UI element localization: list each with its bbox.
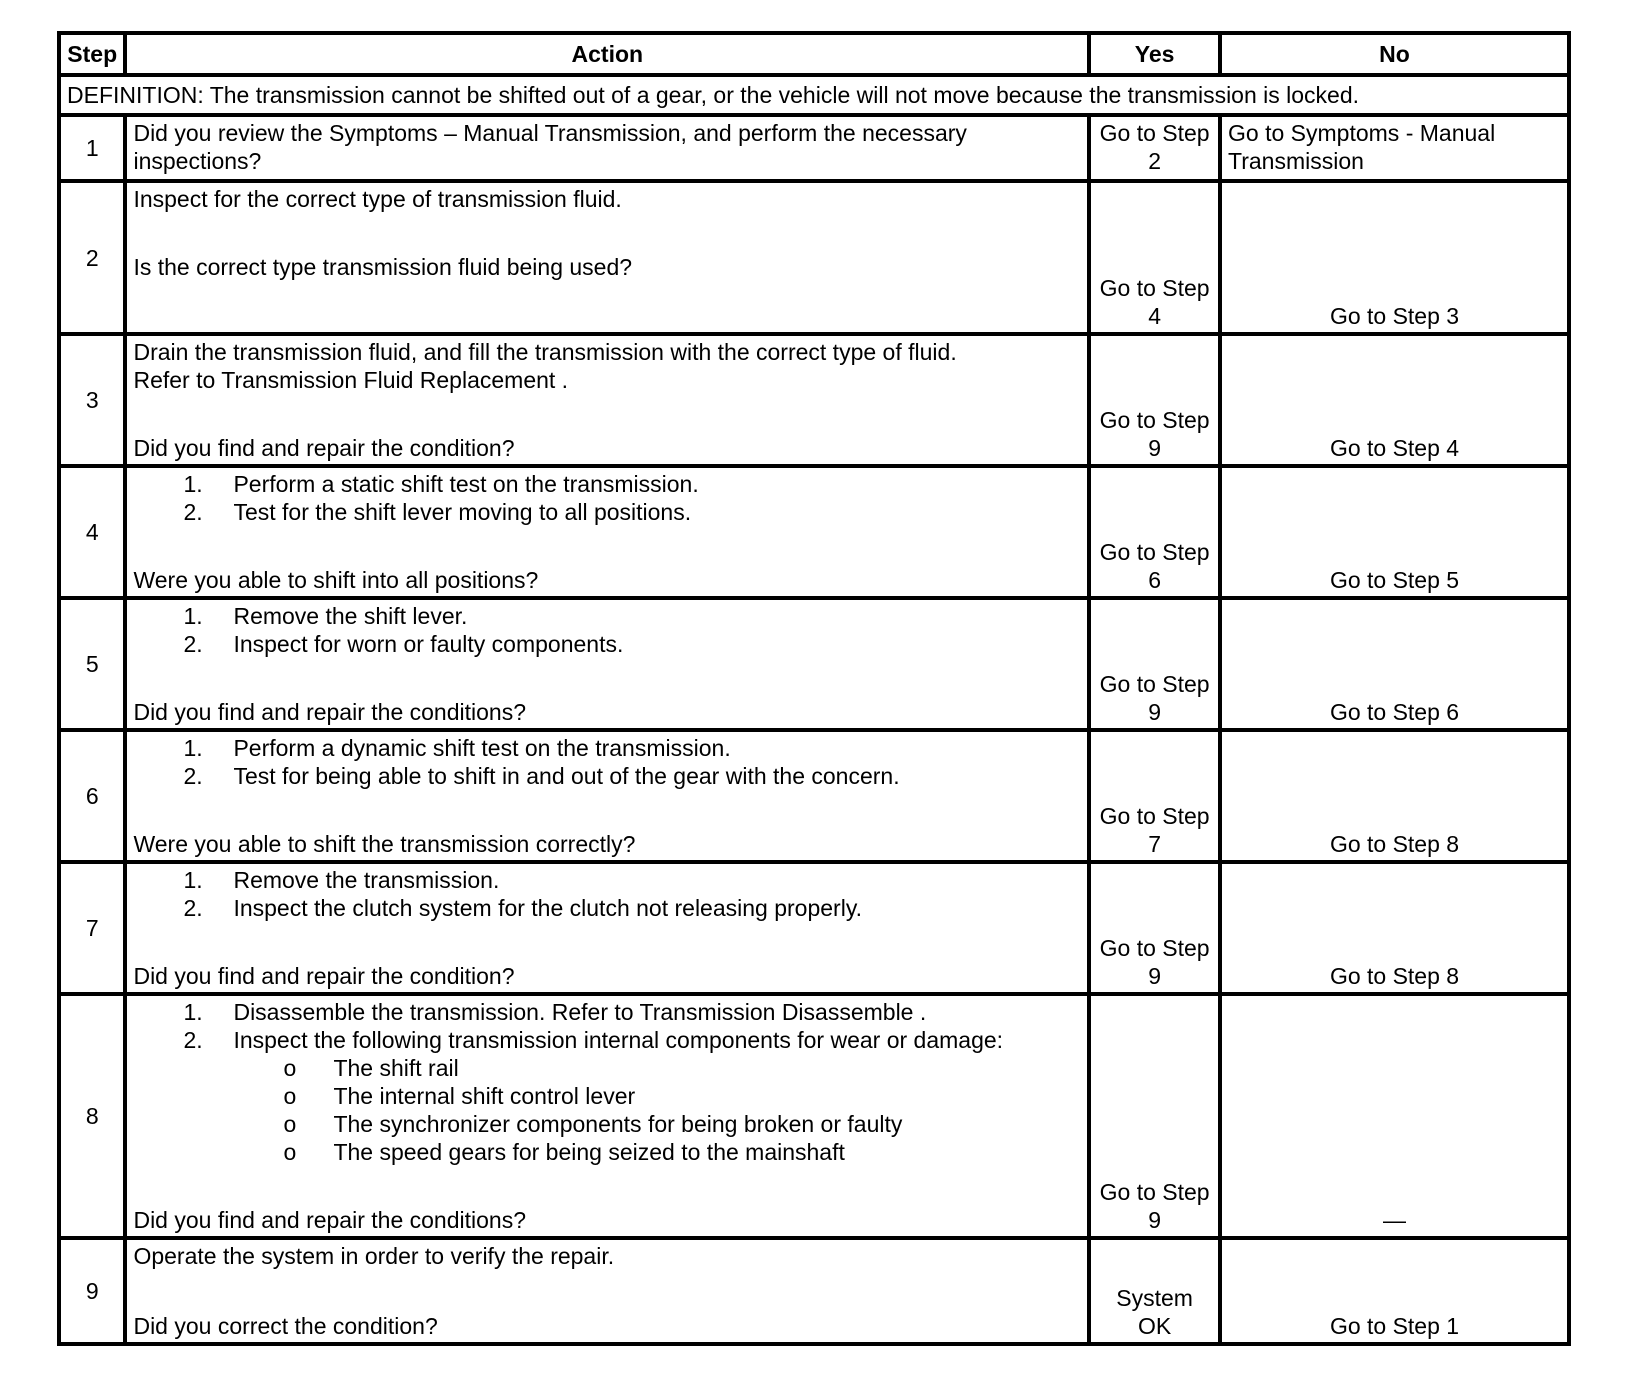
action-text: Inspect for the correct type of transmission fluid. xyxy=(133,186,622,212)
step-number: 2 xyxy=(59,181,125,334)
action-question: Did you find and repair the condition? xyxy=(133,435,515,461)
step-number: 1 xyxy=(59,115,125,181)
action-question: Is the correct type transmission fluid being used? xyxy=(133,254,633,280)
header-yes: Yes xyxy=(1089,33,1220,75)
yes-cell: Go to Step 9 xyxy=(1089,994,1220,1238)
list-item: 1. Perform a static shift test on the transmission. xyxy=(183,471,699,497)
list-item: 1. Disassemble the transmission. Refer to Transmission Disassemble . xyxy=(183,999,927,1025)
action-list xyxy=(133,866,1081,922)
action-list xyxy=(133,734,1081,790)
action-cell xyxy=(125,181,1089,334)
table-row xyxy=(59,730,1569,862)
table-row xyxy=(59,466,1569,598)
step-number: 8 xyxy=(59,994,125,1238)
yes-cell: Go to Step 7 xyxy=(1089,730,1220,862)
no-cell: Go to Step 5 xyxy=(1220,466,1569,598)
table-row xyxy=(59,598,1569,730)
yes-cell: Go to Step 2 xyxy=(1089,115,1220,181)
list-item: 2. Inspect the clutch system for the clutch not releasing properly. xyxy=(183,895,862,921)
table-row xyxy=(59,115,1569,181)
yes-cell: Go to Step 6 xyxy=(1089,466,1220,598)
action-question: Did you find and repair the condition? xyxy=(133,963,515,989)
no-cell: Go to Step 4 xyxy=(1220,334,1569,466)
action-cell xyxy=(125,115,1089,181)
diagnostic-table xyxy=(57,31,1571,1346)
action-text: Operate the system in order to verify the repair. xyxy=(133,1243,615,1269)
sub-list-item: o The synchronizer components for being broken or faulty xyxy=(283,1111,903,1137)
action-cell xyxy=(125,730,1089,862)
no-cell: Go to Step 3 xyxy=(1220,181,1569,334)
no-cell: Go to Step 1 xyxy=(1220,1238,1569,1344)
list-item: 2. Inspect for worn or faulty components. xyxy=(183,631,624,657)
action-list xyxy=(133,998,1081,1054)
header-row xyxy=(59,33,1569,75)
action-list xyxy=(133,602,1081,658)
list-item: 2. Test for being able to shift in and out of the gear with the concern. xyxy=(183,763,900,789)
list-item: 1. Perform a dynamic shift test on the transmission. xyxy=(183,735,731,761)
action-question: Did you correct the condition? xyxy=(133,1313,438,1339)
action-cell xyxy=(125,1238,1089,1344)
action-cell xyxy=(125,598,1089,730)
action-cell xyxy=(125,466,1089,598)
action-question: Did you find and repair the conditions? xyxy=(133,699,526,725)
step-number: 4 xyxy=(59,466,125,598)
table-row xyxy=(59,862,1569,994)
action-text: Did you review the Symptoms – Manual Transmission, and perform the necessary inspections? xyxy=(133,120,967,174)
table-row xyxy=(59,1238,1569,1344)
definition-row xyxy=(59,75,1569,115)
header-action: Action xyxy=(125,33,1089,75)
table-row xyxy=(59,181,1569,334)
yes-cell: Go to Step 9 xyxy=(1089,334,1220,466)
step-number: 9 xyxy=(59,1238,125,1344)
no-cell: Go to Step 6 xyxy=(1220,598,1569,730)
no-cell: Go to Step 8 xyxy=(1220,730,1569,862)
table-row xyxy=(59,994,1569,1238)
sub-list-item: o The speed gears for being seized to the mainshaft xyxy=(283,1139,845,1165)
header-no: No xyxy=(1220,33,1569,75)
yes-cell: Go to Step 4 xyxy=(1089,181,1220,334)
action-question: Were you able to shift the transmission correctly? xyxy=(133,831,636,857)
no-cell: — xyxy=(1220,994,1569,1238)
list-item: 2. Test for the shift lever moving to all positions. xyxy=(183,499,692,525)
action-text: Drain the transmission fluid, and fill the transmission with the correct type of fluid. Refer to Transmission Fluid Replacement . xyxy=(133,339,957,393)
action-cell xyxy=(125,862,1089,994)
yes-cell: Go to Step 9 xyxy=(1089,862,1220,994)
sub-list xyxy=(133,1054,1081,1166)
step-number: 5 xyxy=(59,598,125,730)
definition-text: DEFINITION: The transmission cannot be shifted out of a gear, or the vehicle will not move because the transmission is locked. xyxy=(59,75,1569,115)
no-cell: Go to Symptoms - Manual Transmission xyxy=(1220,115,1569,181)
sub-list-item: o The internal shift control lever xyxy=(283,1083,636,1109)
step-number: 3 xyxy=(59,334,125,466)
yes-cell: Go to Step 9 xyxy=(1089,598,1220,730)
header-step: Step xyxy=(59,33,125,75)
list-item: 1. Remove the transmission. xyxy=(183,867,500,893)
sub-list-item: o The shift rail xyxy=(283,1055,459,1081)
table-row xyxy=(59,334,1569,466)
action-question: Did you find and repair the conditions? xyxy=(133,1207,526,1233)
action-question: Were you able to shift into all positions? xyxy=(133,567,539,593)
list-item: 2. Inspect the following transmission internal components for wear or damage: xyxy=(183,1027,1004,1053)
yes-cell: System OK xyxy=(1089,1238,1220,1344)
action-cell xyxy=(125,334,1089,466)
step-number: 7 xyxy=(59,862,125,994)
action-cell xyxy=(125,994,1089,1238)
list-item: 1. Remove the shift lever. xyxy=(183,603,468,629)
no-cell: Go to Step 8 xyxy=(1220,862,1569,994)
action-list xyxy=(133,470,1081,526)
step-number: 6 xyxy=(59,730,125,862)
